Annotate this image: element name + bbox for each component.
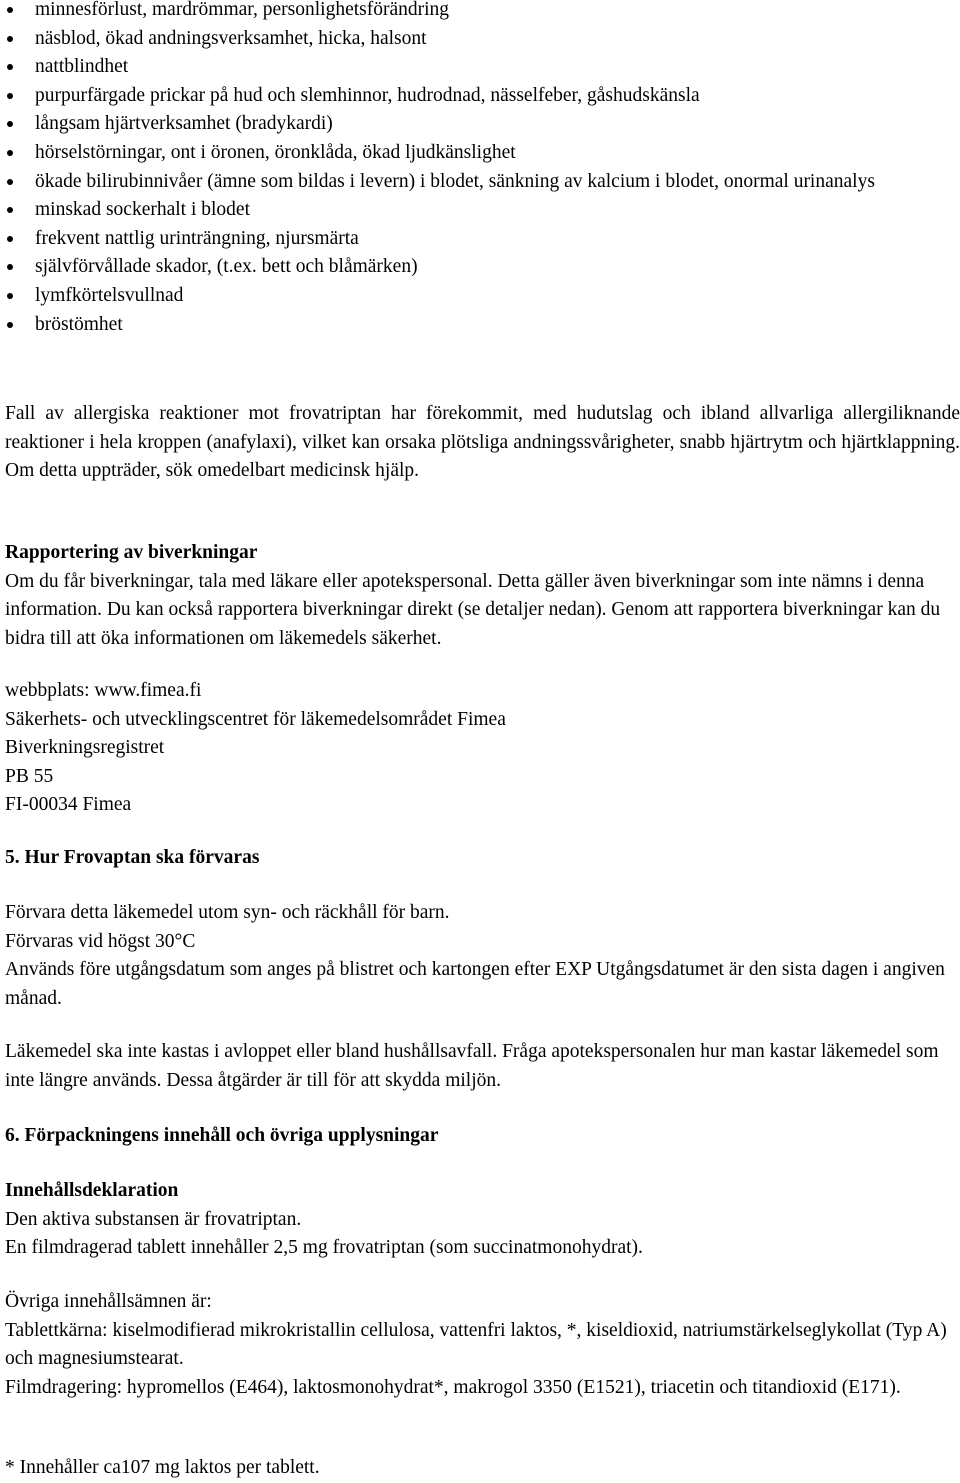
reporting-text: Om du får biverkningar, tala med läkare eller apotekspersonal. Detta gäller även biverkningar som inte nämns i denna information. Du kan också rapportera biverkningar direkt (se detaljer nedan). Genom att rapportera biverkningar kan du bidra till att öka informationen om läkemedels säkerhet. [5, 570, 941, 649]
storage-line: Förvaras vid högst 30°C [5, 930, 196, 952]
list-item: ökade bilirubinnivåer (ämne som bildas i levern) i blodet, sänkning av kalcium i blodet, onormal urinanalys [5, 168, 955, 197]
storage-block [5, 899, 960, 1013]
film-coating-text: Filmdragering: hypromellos (E464), laktosmonohydrat*, makrogol 3350 (E1521), triacetin och titandioxid (E171). [5, 1376, 901, 1398]
reporting-heading: Rapportering av biverkningar [5, 542, 258, 563]
address-line: Biverkningsregistret [5, 737, 165, 759]
address-line: Säkerhets- och utvecklingscentret för läkemedelsområdet Fimea [5, 708, 506, 730]
list-item: hörselstörningar, ont i öronen, öronklåda, ökad ljudkänslighet [5, 139, 955, 168]
allergy-paragraph: Fall av allergiska reaktioner mot frovatriptan har förekommit, med hudutslag och ibland allvarliga allergiliknande reaktioner i hela kroppen (anafylaxi), vilket kan orsaka plötsliga andningssvårigheter, snabb hjärtrytm och hjärtklappning. Om detta uppträder, sök omedelbart medicinsk hjälp. [5, 403, 960, 482]
list-item: långsam hjärtverksamhet (bradykardi) [5, 110, 955, 139]
declaration-line: En filmdragerad tablett innehåller 2,5 mg frovatriptan (som succinatmonohydrat). [5, 1237, 643, 1259]
list-item: näsblod, ökad andningsverksamhet, hicka, halsont [5, 25, 955, 54]
list-item: bröstömhet [5, 311, 955, 340]
other-ingredients-heading: Övriga innehållsämnen är: [5, 1291, 212, 1312]
list-item: purpurfärgade prickar på hud och slemhinnor, hudrodnad, nässelfeber, gåshudskänsla [5, 82, 955, 111]
list-item: lymfkörtelsvullnad [5, 282, 955, 311]
section-6-heading: 6. Förpackningens innehåll och övriga upplysningar [5, 1125, 439, 1146]
list-item: självförvållade skador, (t.ex. bett och blåmärken) [5, 253, 955, 282]
address-line: FI-00034 Fimea [5, 794, 132, 816]
side-effects-list [5, 0, 955, 339]
website-line: webbplats: www.fimea.fi [5, 680, 202, 701]
list-item: minskad sockerhalt i blodet [5, 196, 955, 225]
declaration-line: Den aktiva substansen är frovatriptan. [5, 1208, 302, 1230]
storage-line: Används före utgångsdatum som anges på blistret och kartongen efter EXP Utgångsdatumet är den sista dagen i angiven månad. [5, 959, 945, 1009]
declaration-block [5, 1177, 960, 1263]
address-line: PB 55 [5, 765, 54, 787]
address-block [5, 677, 960, 820]
list-item: frekvent nattlig urinträngning, njursmärta [5, 225, 955, 254]
tablet-core-text: Tablettkärna: kiselmodifierad mikrokristallin cellulosa, vattenfri laktos, *, kiseldioxid, natriumstärkelseglykollat (Typ A) och magnesiumstearat. [5, 1319, 947, 1370]
list-item: minnesförlust, mardrömmar, personlighetsförändring [5, 0, 955, 25]
declaration-heading: Innehållsdeklaration [5, 1180, 179, 1201]
section-5-heading: 5. Hur Frovaptan ska förvaras [5, 847, 260, 868]
reporting-section [5, 539, 960, 653]
lactose-footnote: * Innehåller ca107 mg laktos per tablett. [5, 1457, 320, 1478]
ingredients-block [5, 1288, 960, 1402]
storage-line: Förvara detta läkemedel utom syn- och räckhåll för barn. [5, 902, 450, 923]
disposal-paragraph: Läkemedel ska inte kastas i avloppet eller bland hushållsavfall. Fråga apotekspersonalen hur man kastar läkemedel som inte längre används. Dessa åtgärder är till för att skydda miljön. [5, 1041, 939, 1091]
list-item: nattblindhet [5, 53, 955, 82]
